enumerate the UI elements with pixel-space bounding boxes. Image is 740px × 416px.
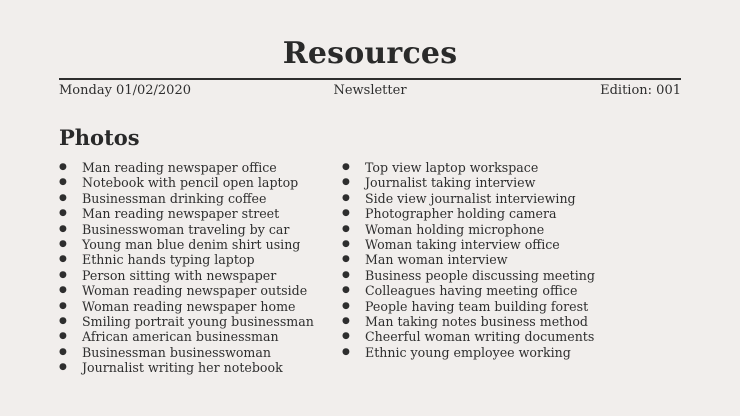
photo-list-item — [342, 206, 632, 221]
photo-list-item-label: Woman reading newspaper home — [82, 298, 296, 314]
header-date: Monday 01/02/2020 — [59, 83, 191, 98]
photo-list-item-label: Young man blue denim shirt using — [82, 236, 301, 252]
photo-list-item-label: Top view laptop workspace — [365, 160, 539, 175]
photo-list-item-label: Man taking notes business method — [365, 313, 588, 329]
bullet-icon: ● — [342, 315, 350, 326]
photo-list-item-label: Journalist writing her notebook — [82, 360, 283, 376]
photo-list-item-label: Person sitting with newspaper — [82, 267, 277, 283]
bullet-icon: ● — [59, 192, 67, 203]
photo-list-item — [59, 360, 329, 375]
photo-list-item — [59, 314, 329, 329]
photo-list-item-label: People having team building forest — [365, 298, 589, 314]
page-title: Resources — [282, 36, 458, 71]
photo-list-item-label: Ethnic hands typing laptop — [82, 252, 255, 268]
header-divider — [59, 78, 681, 80]
photo-list-item — [342, 268, 632, 283]
photo-list-item-label: Side view journalist interviewing — [365, 190, 576, 206]
photo-list-item-label: Business people discussing meeting — [365, 267, 595, 283]
photo-list-item-label: Smiling portrait young businessman — [82, 313, 314, 329]
photo-list-item — [342, 283, 632, 298]
photo-list-item — [59, 252, 329, 267]
photo-list-item — [59, 222, 329, 237]
photo-list-item — [342, 237, 632, 252]
photo-list-left — [59, 160, 329, 375]
photo-list-item — [342, 314, 632, 329]
bullet-icon: ● — [342, 192, 350, 203]
photo-list-item — [59, 329, 329, 344]
photo-list-item — [342, 160, 632, 175]
bullet-icon: ● — [342, 177, 350, 188]
photo-list-item — [59, 345, 329, 360]
photo-list-item — [59, 283, 329, 298]
photo-list-item — [342, 175, 632, 190]
photo-list-item-label: Woman taking interview office — [365, 236, 560, 252]
photo-list-item-label: Woman reading newspaper outside — [82, 283, 308, 299]
bullet-icon: ● — [59, 315, 67, 326]
bullet-icon: ● — [59, 238, 67, 249]
bullet-icon: ● — [342, 300, 350, 311]
bullet-icon: ● — [59, 300, 67, 311]
photo-list-item-label: Photographer holding camera — [365, 206, 557, 222]
bullet-icon: ● — [342, 331, 350, 342]
bullet-icon: ● — [59, 208, 67, 219]
photo-list-item-label: Businesswoman traveling by car — [82, 221, 290, 237]
bullet-icon: ● — [59, 362, 67, 373]
bullet-icon: ● — [59, 331, 67, 342]
photo-list-item — [59, 268, 329, 283]
bullet-icon: ● — [342, 285, 350, 296]
photo-list-item-label: Businessman businesswoman — [82, 344, 271, 360]
photo-list-item — [342, 191, 632, 206]
photo-list-item — [59, 191, 329, 206]
photo-list-item-label: Man reading newspaper street — [82, 206, 280, 222]
photo-list-right — [342, 160, 632, 360]
photo-list-item-label: Journalist taking interview — [365, 175, 536, 191]
photo-list-item — [59, 175, 329, 190]
photo-list-item-label: Colleagues having meeting office — [365, 283, 578, 299]
photo-list-item — [59, 237, 329, 252]
photo-list-item-label: Woman holding microphone — [365, 221, 545, 237]
bullet-icon: ● — [342, 208, 350, 219]
photo-list-item-label: African american businessman — [82, 329, 279, 345]
photo-list-item-label: Man woman interview — [365, 252, 508, 268]
photo-list-item — [342, 299, 632, 314]
photo-list-item — [59, 160, 329, 175]
photo-list-item-label: Man reading newspaper office — [82, 160, 277, 175]
bullet-icon: ● — [59, 162, 67, 172]
bullet-icon: ● — [59, 254, 67, 265]
bullet-icon: ● — [342, 254, 350, 265]
photo-list-item — [342, 345, 632, 360]
bullet-icon: ● — [59, 269, 67, 280]
bullet-icon: ● — [342, 162, 350, 172]
bullet-icon: ● — [342, 238, 350, 249]
bullet-icon: ● — [59, 285, 67, 296]
photo-list-item — [342, 329, 632, 344]
header-publication: Newsletter — [333, 83, 407, 98]
photo-list-item — [342, 222, 632, 237]
photo-list-item-label: Ethnic young employee working — [365, 344, 571, 360]
photo-list-item-label: Notebook with pencil open laptop — [82, 175, 299, 191]
photo-list-item-label: Cheerful woman writing documents — [365, 329, 595, 345]
section-title-photos: Photos — [59, 125, 140, 150]
bullet-icon: ● — [342, 223, 350, 234]
bullet-icon: ● — [59, 346, 67, 357]
photo-list-item — [59, 299, 329, 314]
bullet-icon: ● — [59, 223, 67, 234]
bullet-icon: ● — [342, 269, 350, 280]
bullet-icon: ● — [59, 177, 67, 188]
photo-list-item-label: Businessman drinking coffee — [82, 190, 267, 206]
photo-list-item — [59, 206, 329, 221]
header-edition: Edition: 001 — [600, 83, 681, 98]
photo-list-item — [342, 252, 632, 267]
bullet-icon: ● — [342, 346, 350, 357]
